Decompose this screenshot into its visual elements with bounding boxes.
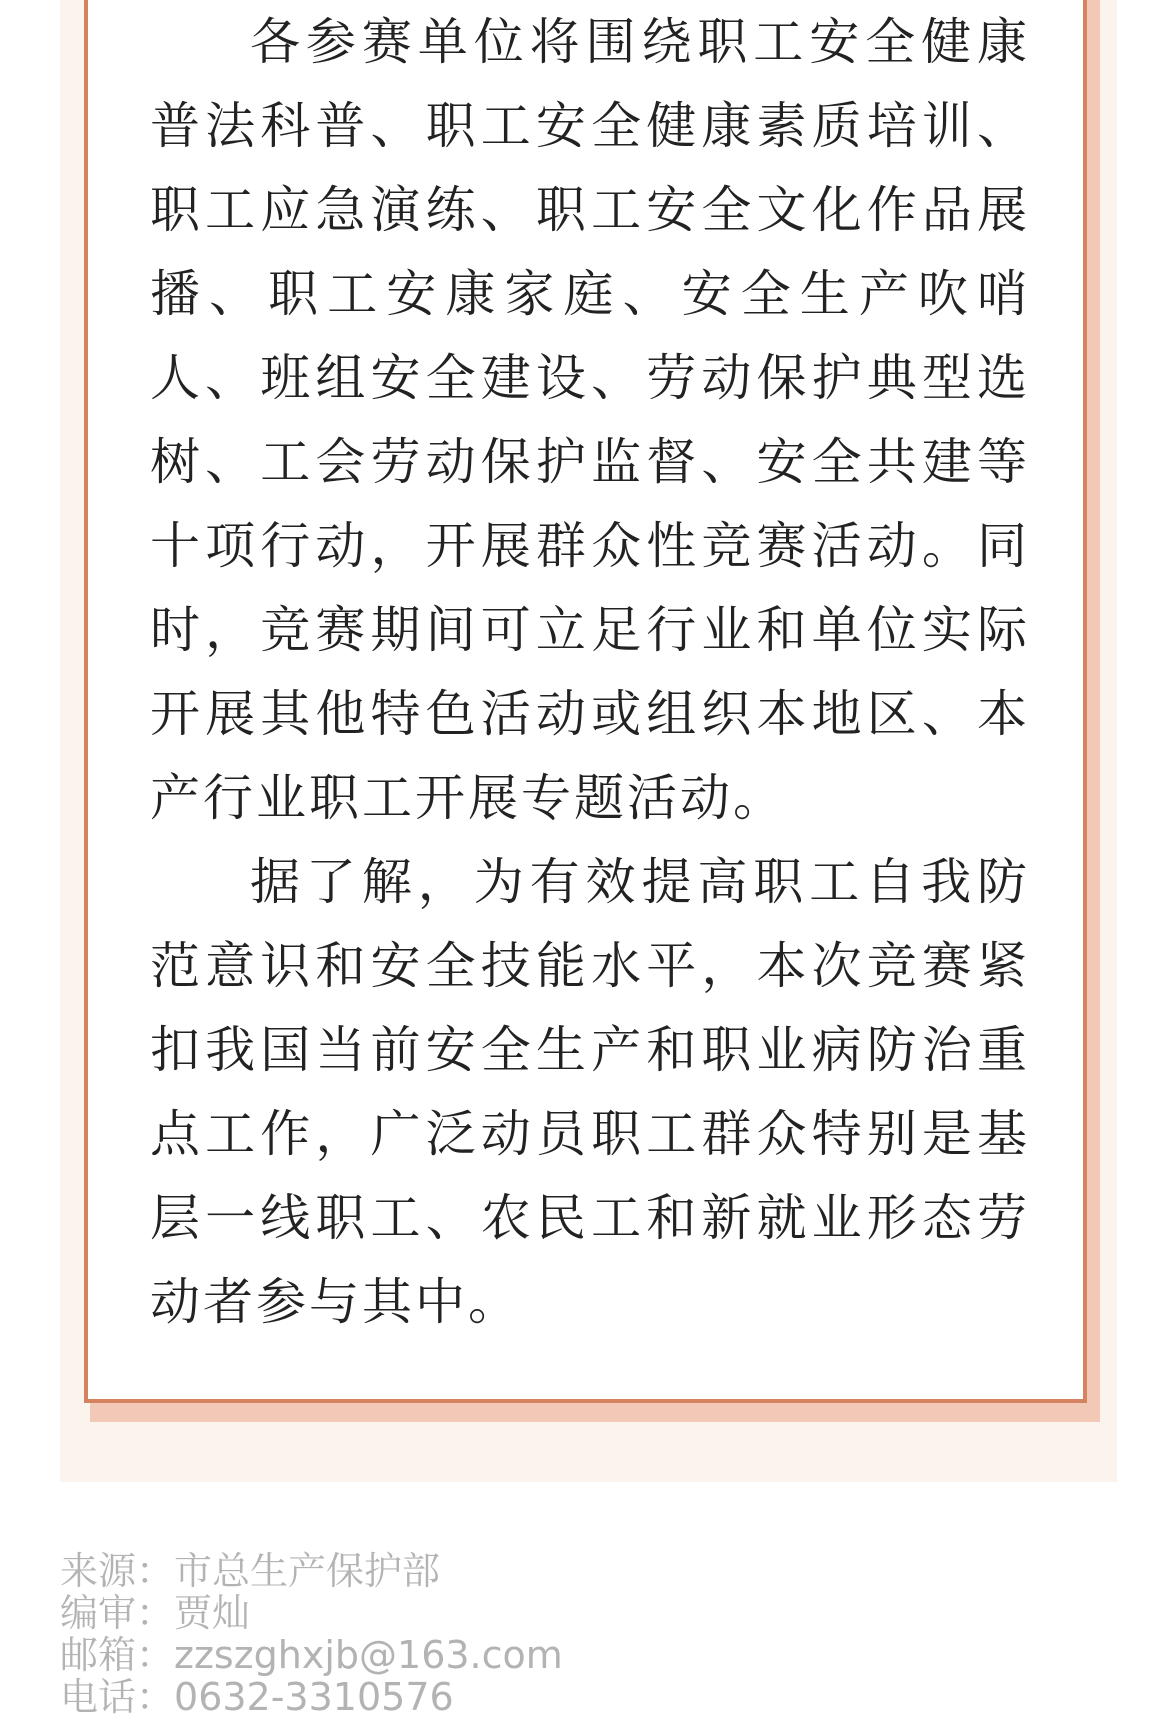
footer-editor-value: 贾灿 <box>174 1591 251 1635</box>
footer-phone-value: 0632-3310576 <box>174 1675 454 1719</box>
footer-phone-row <box>60 1676 563 1718</box>
article-body <box>150 0 1030 1344</box>
footer-source-row <box>60 1550 563 1592</box>
footer-source-value: 市总生产保护部 <box>174 1549 441 1593</box>
footer-email-value: zzszghxjb@163.com <box>174 1633 563 1677</box>
footer-editor-row <box>60 1592 563 1634</box>
article-paragraph-2: 据了解，为有效提高职工自我防范意识和安全技能水平，本次竞赛紧扣我国当前安全生产和职业病防治重点工作，广泛动员职工群众特别是基层一线职工、农民工和新就业形态劳动者参与其中。 <box>150 853 1030 1331</box>
footer-phone-label: 电话： <box>60 1675 175 1719</box>
article-footer <box>60 1550 563 1718</box>
footer-source-label: 来源： <box>60 1549 175 1593</box>
footer-email-label: 邮箱： <box>60 1633 175 1677</box>
footer-email-row <box>60 1634 563 1676</box>
footer-editor-label: 编审： <box>60 1591 175 1635</box>
article-paragraph-1: 各参赛单位将围绕职工安全健康普法科普、职工安全健康素质培训、职工应急演练、职工安全文化作品展播、职工安康家庭、安全生产吹哨人、班组安全建设、劳动保护典型选树、工会劳动保护监督、安全共建等十项行动，开展群众性竞赛活动。同时，竞赛期间可立足行业和单位实际开展其他特色活动或组织本地区、本产行业职工开展专题活动。 <box>150 13 1030 827</box>
